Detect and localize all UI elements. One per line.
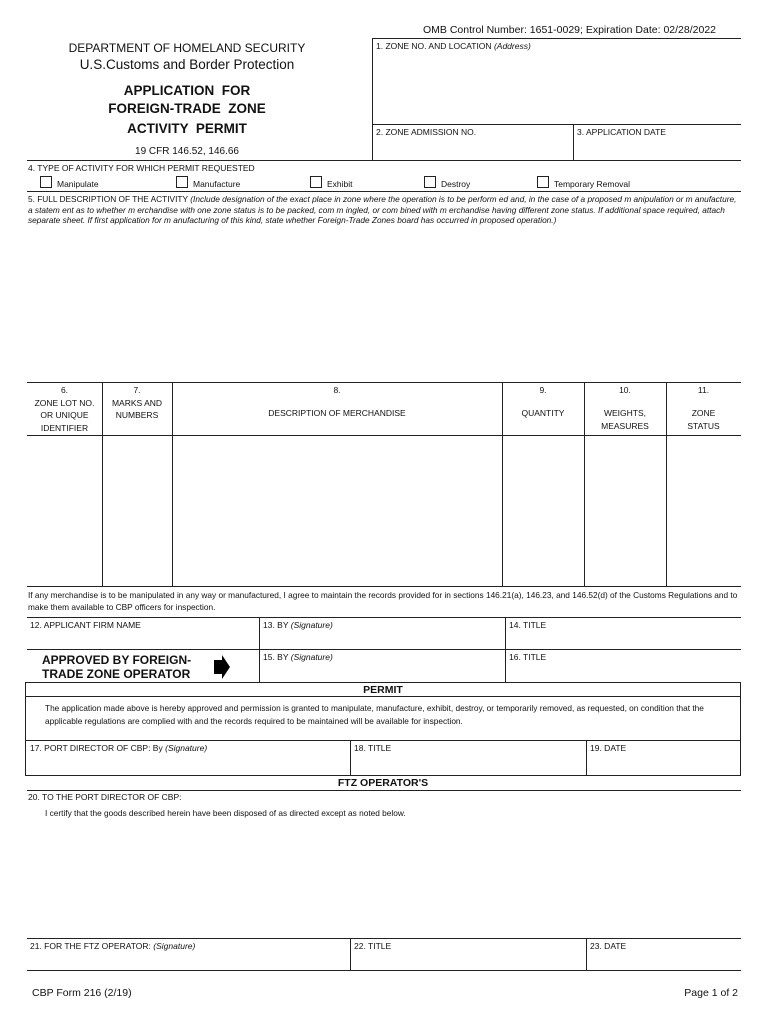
col-description-header: DESCRIPTION OF MERCHANDISE	[268, 408, 406, 418]
checkbox-destroy[interactable]	[424, 176, 436, 188]
applicant-signature-hint: (Signature)	[290, 620, 333, 630]
activity-description-field[interactable]	[28, 194, 740, 226]
approved-by-operator-label: APPROVED BY FOREIGN- TRADE ZONE OPERATOR	[42, 653, 192, 681]
col-description-number: 8.	[333, 385, 341, 395]
label-exhibit: Exhibit	[327, 179, 353, 189]
agency-name: U.S.Customs and Border Protection	[79, 57, 295, 72]
applicant-signature-label: 13. BY	[263, 620, 289, 630]
label-manipulate: Manipulate	[57, 179, 99, 189]
col-zone-status-number: 11.	[697, 385, 710, 395]
applicant-signature-field[interactable]	[263, 621, 333, 630]
form-title-line2: FOREIGN-TRADE ZONE	[108, 101, 266, 116]
operator-signature-field[interactable]	[263, 653, 333, 662]
col-zone-lot-header: 6. ZONE LOT NO. OR UNIQUE IDENTIFIER	[34, 385, 95, 433]
ftz-operator-signature-field[interactable]	[30, 942, 195, 951]
arrow-right-icon	[213, 654, 231, 680]
zone-location-field[interactable]	[376, 42, 531, 51]
operator-title-field[interactable]: 16. TITLE	[509, 652, 547, 662]
checkbox-exhibit[interactable]	[310, 176, 322, 188]
port-director-signature-field[interactable]	[30, 744, 207, 753]
permit-date-field[interactable]: 19. DATE	[590, 743, 627, 753]
col-weights-number: 10.	[619, 385, 631, 395]
ftz-operator-date-field[interactable]: 23. DATE	[590, 941, 627, 951]
col-weights-header: WEIGHTS, MEASURES	[601, 408, 649, 431]
to-port-director-label: 20. TO THE PORT DIRECTOR OF CBP:	[28, 792, 182, 802]
permit-text: The application made above is hereby approved and permission is granted to manipulate, manufacture, exhibit, destroy, or temporarily removed, as requested, on condition that the applicable regulations are complied with and the records required to be maintained will be available for inspection.	[45, 703, 704, 726]
activity-description-hint-first: (Include designation of the exact place in zone where the operation is to be perform ed and, in the case of a	[190, 194, 586, 204]
application-date-field[interactable]: 3. APPLICATION DATE	[577, 127, 666, 137]
label-destroy: Destroy	[441, 179, 471, 189]
form-number: CBP Form 216 (2/19)	[32, 987, 132, 999]
label-temporary-removal: Temporary Removal	[554, 179, 631, 189]
checkbox-manufacture[interactable]	[176, 176, 188, 188]
activity-description-label: 5. FULL DESCRIPTION OF THE ACTIVITY	[28, 194, 188, 204]
ftz-operator-signature-hint: (Signature)	[153, 941, 196, 951]
applicant-title-field[interactable]: 14. TITLE	[509, 620, 547, 630]
zone-location-hint: (Address)	[493, 41, 531, 51]
cfr-reference: 19 CFR 146.52, 146.66	[135, 146, 239, 157]
ftz-operator-signature-label: 21. FOR THE FTZ OPERATOR:	[30, 941, 151, 951]
activity-description-hint-rest: proposed m anipulation or m anufacture, a statem ent as to whether m erchandise with one zone status is to be packed, com m ingled, or com bined with m erchandise having different zone status. If additional space required, attach separate sheet. If first application for m anufacturing of this kind, state whether Foreign-Trade Zones board has occurred in proposed operation.)	[28, 194, 737, 225]
omb-control-number: OMB Control Number: 1651-0029; Expiration Date: 02/28/2022	[423, 24, 717, 36]
permit-heading: PERMIT	[363, 684, 403, 696]
activity-type-label: 4. TYPE OF ACTIVITY FOR WHICH PERMIT REQUESTED	[28, 163, 255, 173]
checkbox-manipulate[interactable]	[40, 176, 52, 188]
disposal-notes-area[interactable]	[27, 822, 741, 938]
page-number: Page 1 of 2	[684, 987, 738, 999]
operator-signature-hint: (Signature)	[290, 652, 333, 662]
certify-text: I certify that the goods described herein have been disposed of as directed except as noted below.	[45, 808, 406, 818]
port-director-title-field[interactable]: 18. TITLE	[354, 743, 392, 753]
port-director-signature-label: 17. PORT DIRECTOR OF CBP: By	[30, 743, 163, 753]
department-name: DEPARTMENT OF HOMELAND SECURITY	[68, 41, 306, 55]
zone-location-label: 1. ZONE NO. AND LOCATION	[376, 41, 492, 51]
applicant-firm-field[interactable]: 12. APPLICANT FIRM NAME	[30, 620, 141, 630]
label-manufacture: Manufacture	[193, 179, 241, 189]
col-quantity-number: 9.	[539, 385, 547, 395]
zone-admission-field[interactable]: 2. ZONE ADMISSION NO.	[376, 127, 477, 137]
merchandise-table-body[interactable]	[27, 436, 741, 586]
col-marks-header: 7. MARKS AND NUMBERS	[111, 385, 163, 420]
col-quantity-header: QUANTITY	[521, 408, 565, 418]
ftz-operator-title-field[interactable]: 22. TITLE	[354, 941, 392, 951]
form-title-line1: APPLICATION FOR	[123, 83, 251, 98]
port-director-signature-hint: (Signature)	[165, 743, 208, 753]
checkbox-temporary-removal[interactable]	[537, 176, 549, 188]
records-agreement-text: If any merchandise is to be manipulated in any way or manufactured, I agree to maintain the records provided for in sections 146.21(a), 146.23, and 146.52(d) of the Customs Regulations and to make them available to CBP officers for inspection.	[28, 590, 738, 612]
operator-signature-label: 15. BY	[263, 652, 289, 662]
ftz-operator-heading: FTZ OPERATOR'S	[337, 777, 429, 789]
form-title-line3: ACTIVITY PERMIT	[127, 121, 247, 136]
col-zone-status-header: ZONE STATUS	[687, 408, 720, 431]
